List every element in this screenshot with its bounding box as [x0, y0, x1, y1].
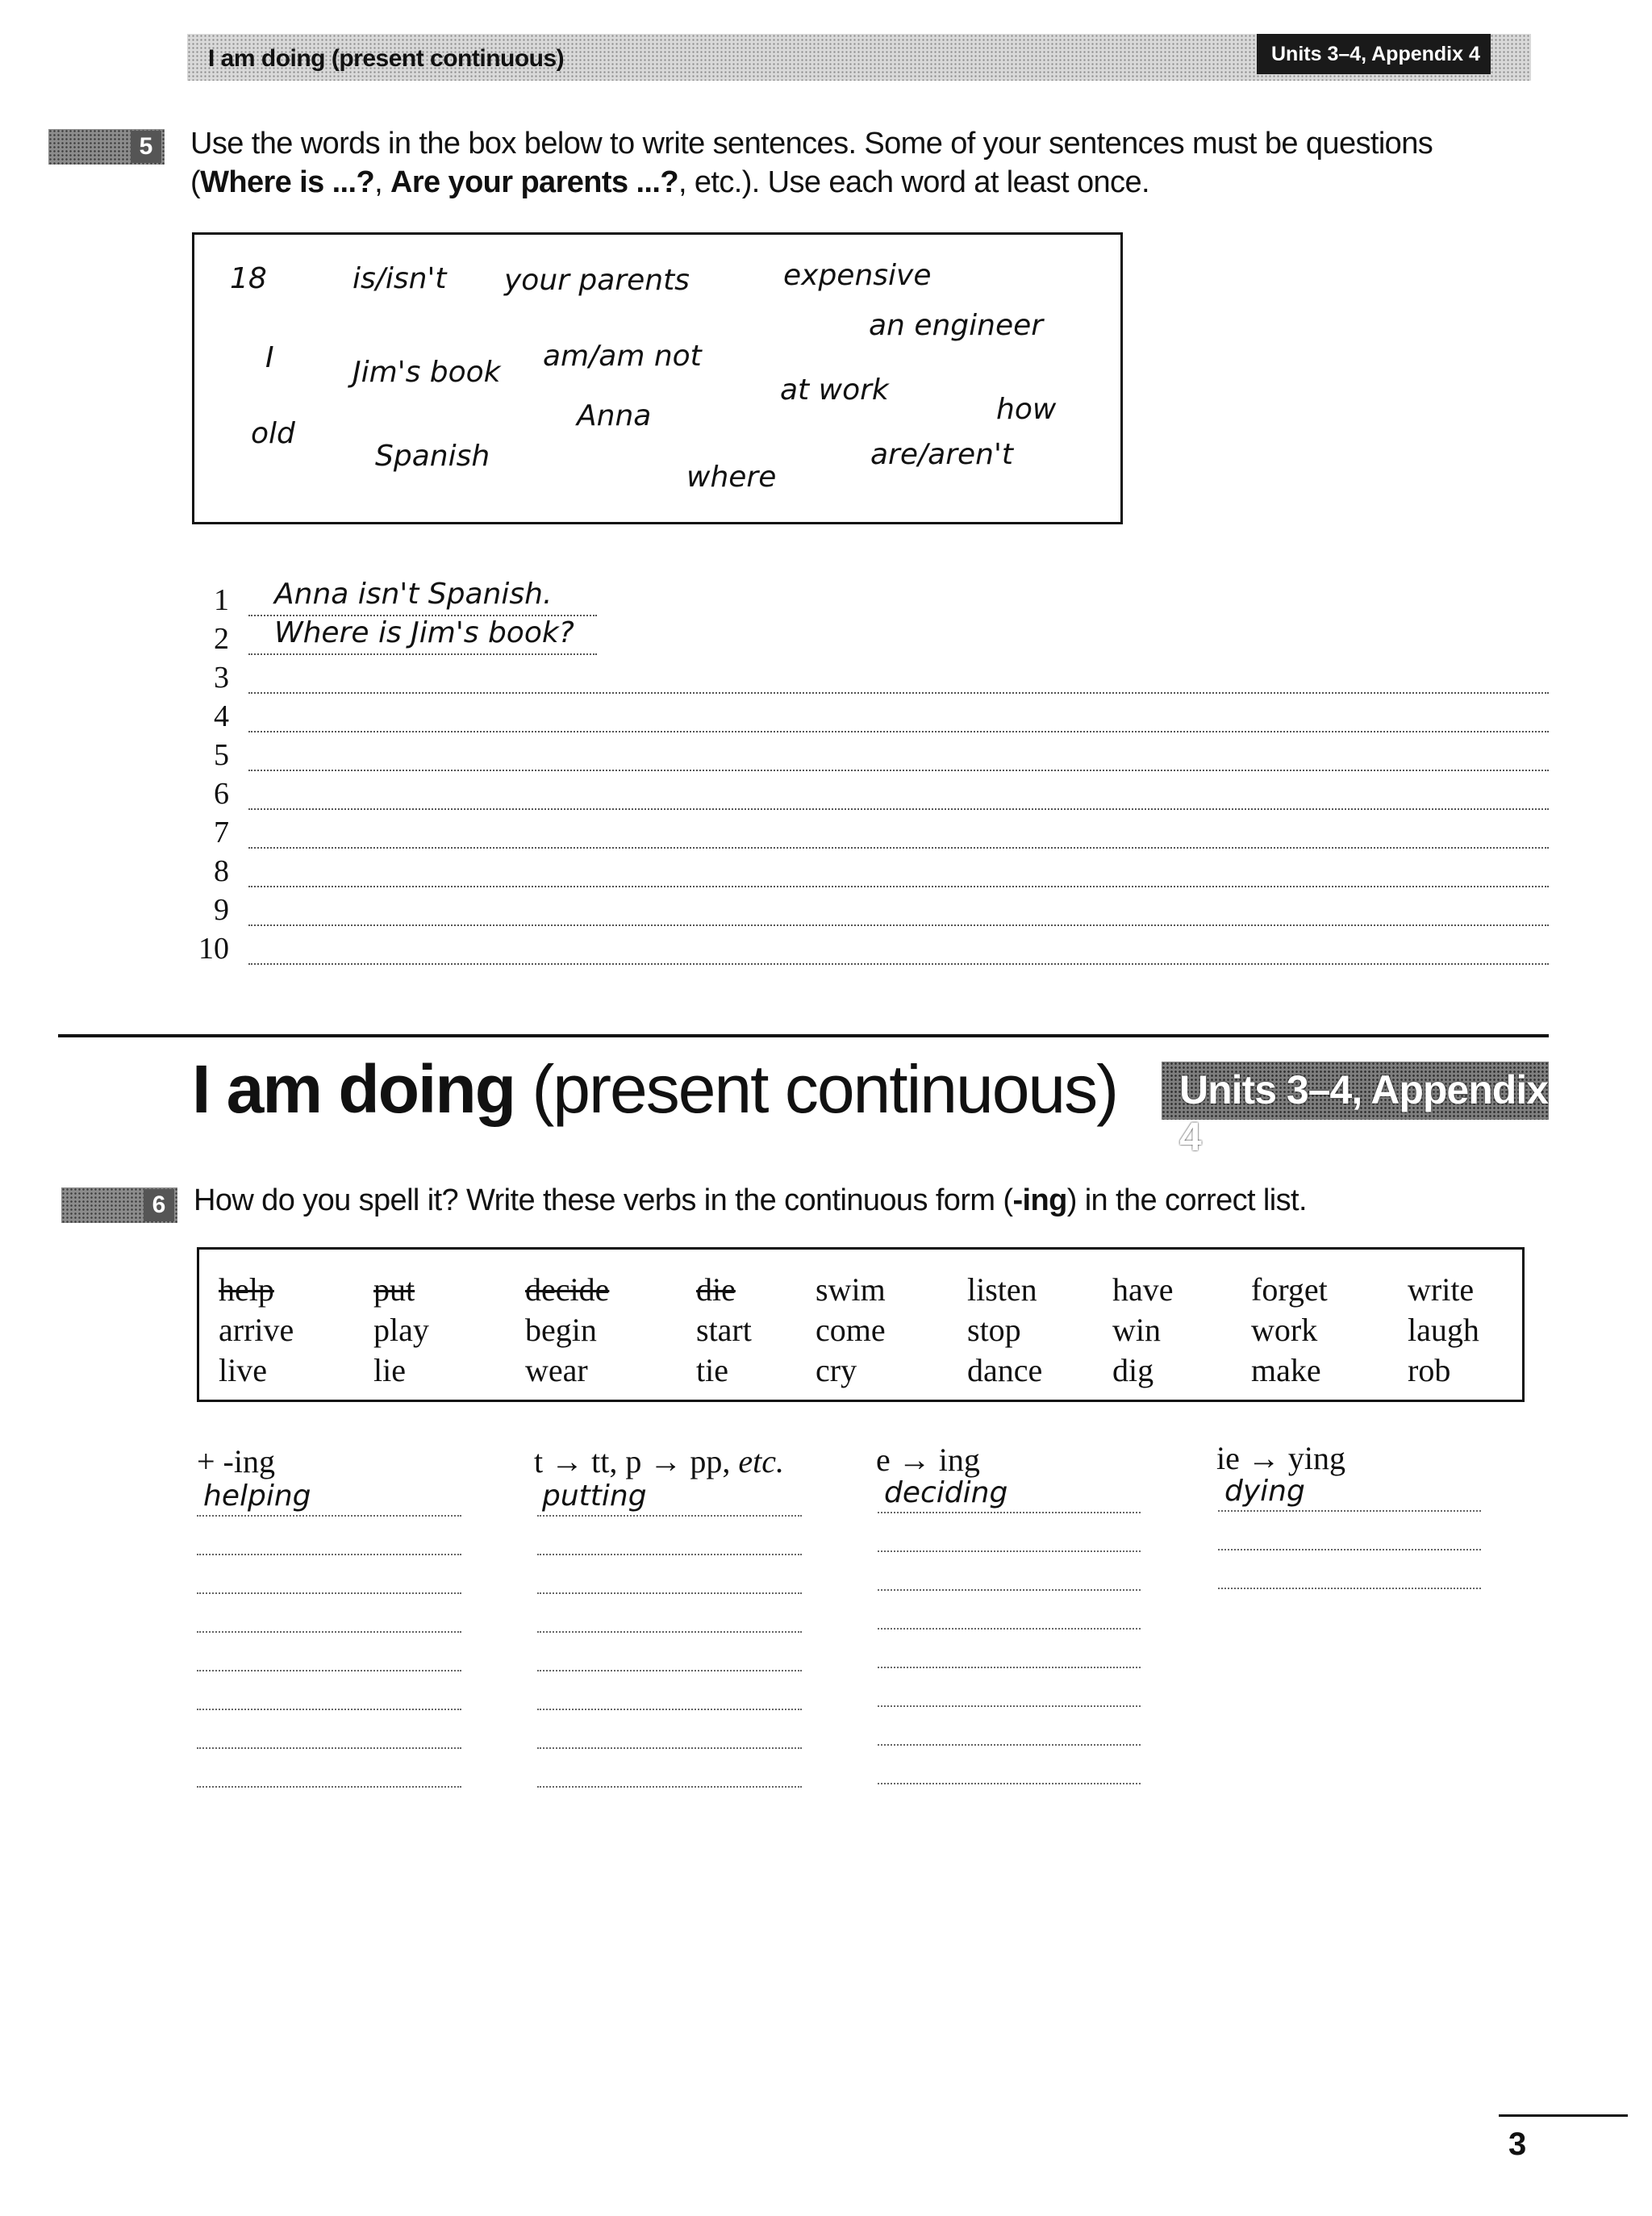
column-2-line[interactable] [537, 1554, 802, 1555]
column-2-line[interactable] [537, 1709, 802, 1710]
column-3-line[interactable] [878, 1744, 1141, 1746]
answer-line-6[interactable] [190, 771, 1562, 810]
verb-item: forget [1251, 1271, 1328, 1308]
verb-item: lie [373, 1352, 406, 1388]
section-title [192, 1049, 1117, 1129]
word-box-item: Jim's book [353, 356, 501, 389]
word-box-item: I [265, 341, 274, 374]
answer-line-10[interactable] [190, 926, 1562, 965]
verb-item: dance [967, 1352, 1043, 1388]
verb-item: decide [525, 1271, 610, 1308]
running-header-title-main: I am doing [208, 45, 325, 72]
section-title-rest: (present continuous) [515, 1051, 1118, 1127]
exercise-5-instruction-text: Use the words in the box below to write sentences. Some of your sentences must be questions [190, 127, 1433, 161]
column-1-line[interactable] [197, 1554, 461, 1555]
word-box-item: your parents [504, 264, 690, 297]
verb-item: write [1408, 1271, 1475, 1308]
section-title-bold: I am doing [192, 1051, 515, 1127]
exercise-5-number: 5 [131, 131, 161, 163]
column-4-heading: ie → ying [1216, 1440, 1345, 1476]
running-header-title [208, 45, 564, 73]
column-1-line[interactable] [197, 1786, 461, 1788]
exercise-5-instruction-bold-1: Where is ...? [200, 165, 375, 199]
answer-number: 6 [214, 777, 229, 811]
column-2-line[interactable] [537, 1747, 802, 1749]
column-1-line[interactable] [197, 1592, 461, 1594]
answer-line-3[interactable] [190, 655, 1562, 694]
word-box-item: an engineer [869, 309, 1044, 342]
verb-item: laugh [1408, 1312, 1479, 1348]
column-3-line[interactable] [878, 1628, 1141, 1630]
column-1-line[interactable] [197, 1515, 461, 1517]
column-3-example: deciding [884, 1476, 1008, 1509]
answer-number: 10 [198, 932, 229, 966]
word-box-item: how [996, 393, 1057, 426]
answer-example-text: Anna isn't Spanish. [274, 578, 553, 611]
verb-item: rob [1408, 1352, 1451, 1388]
verb-item: play [373, 1312, 429, 1348]
column-2-heading-text: t → tt, p → pp, [534, 1443, 739, 1479]
column-3-line[interactable] [878, 1550, 1141, 1552]
answer-line-7[interactable] [190, 810, 1562, 849]
column-3-line[interactable] [878, 1705, 1141, 1707]
verb-item: have [1112, 1271, 1174, 1308]
column-3-line[interactable] [878, 1667, 1141, 1668]
word-box-item: at work [780, 374, 889, 407]
exercise-6-badge [61, 1187, 177, 1223]
exercise-5-instruction-text-2: , etc.). Use each word at least once. [678, 165, 1149, 199]
verb-item: cry [816, 1352, 857, 1388]
answer-number: 2 [214, 622, 229, 656]
column-1-line[interactable] [197, 1670, 461, 1671]
word-box-item: are/aren't [870, 438, 1013, 471]
column-1-example: helping [203, 1479, 311, 1513]
column-4-line[interactable] [1218, 1549, 1481, 1550]
word-box-item: expensive [783, 259, 932, 292]
verb-item: win [1112, 1312, 1161, 1348]
word-box-item: where [686, 461, 777, 494]
column-2-heading-italic: etc. [738, 1443, 784, 1479]
exercise-5-instruction-open: ( [190, 165, 201, 199]
word-box-item: old [251, 417, 295, 450]
verb-item: dig [1112, 1352, 1154, 1388]
column-4-example: dying [1224, 1475, 1305, 1508]
verb-item: start [696, 1312, 752, 1348]
column-1-line[interactable] [197, 1709, 461, 1710]
answer-number: 3 [214, 661, 229, 695]
word-box-item: Anna [577, 399, 652, 432]
answer-line-2[interactable] [190, 616, 610, 655]
verb-item: arrive [219, 1312, 294, 1348]
running-header-title-paren: (present continuous) [331, 45, 565, 72]
verb-item: begin [525, 1312, 597, 1348]
column-3-heading: e → ing [876, 1442, 980, 1478]
answer-line-4[interactable] [190, 694, 1562, 732]
verb-item: swim [816, 1271, 886, 1308]
column-3-line[interactable] [878, 1783, 1141, 1784]
answer-line-1[interactable] [190, 578, 610, 616]
page-number: 3 [1508, 2126, 1527, 2162]
word-box-item: Spanish [375, 440, 490, 473]
exercise-6-instruction [194, 1181, 1565, 1220]
column-2-line[interactable] [537, 1515, 802, 1517]
answer-number: 9 [214, 893, 229, 927]
page-number-rule [1499, 2114, 1628, 2117]
answer-dotted-line [248, 963, 1549, 965]
verb-item: stop [967, 1312, 1021, 1348]
word-box-item: 18 [230, 262, 267, 295]
exercise-5-word-box [192, 232, 1123, 524]
word-box-item: is/isn't [353, 262, 447, 295]
column-1-line[interactable] [197, 1631, 461, 1633]
running-header-units-badge: Units 3–4, Appendix 4 [1257, 34, 1491, 74]
verb-item: listen [967, 1271, 1037, 1308]
verb-item: die [696, 1271, 736, 1308]
section-units-badge-label: Units 3–4, Appendix 4 [1179, 1067, 1549, 1159]
word-box-item: am/am not [543, 340, 702, 373]
answer-line-5[interactable] [190, 732, 1562, 771]
column-3-line[interactable] [878, 1589, 1141, 1591]
column-1-heading: + -ing [197, 1443, 275, 1479]
verb-item: live [219, 1352, 267, 1388]
answer-line-9[interactable] [190, 887, 1562, 926]
exercise-5-instruction-sep: , [374, 165, 391, 199]
exercise-6-instruction-text-2: ) in the correct list. [1066, 1183, 1307, 1217]
exercise-6-verb-box [197, 1247, 1525, 1402]
exercise-6-instruction-text: How do you spell it? Write these verbs in the continuous form ( [194, 1183, 1013, 1217]
column-1-line[interactable] [197, 1747, 461, 1749]
column-2-line[interactable] [537, 1786, 802, 1788]
verb-item: wear [525, 1352, 588, 1388]
verb-item: work [1251, 1312, 1318, 1348]
answer-example-text: Where is Jim's book? [274, 616, 574, 649]
answer-number: 8 [214, 854, 229, 888]
exercise-5-instruction-bold-2: Are your parents ...? [390, 165, 678, 199]
column-2-example: putting [542, 1479, 647, 1513]
verb-item: help [219, 1271, 274, 1308]
answer-number: 4 [214, 699, 229, 733]
column-2-line[interactable] [537, 1631, 802, 1633]
exercise-5-instruction [190, 124, 1578, 202]
column-2-line[interactable] [537, 1670, 802, 1671]
verb-item: put [373, 1271, 415, 1308]
verb-item: tie [696, 1352, 728, 1388]
answer-number: 5 [214, 738, 229, 772]
column-2-line[interactable] [537, 1592, 802, 1594]
section-divider [58, 1034, 1549, 1037]
answer-number: 1 [214, 583, 229, 617]
section-units-badge [1162, 1062, 1549, 1159]
answer-number: 7 [214, 816, 229, 849]
column-4-line[interactable] [1218, 1510, 1481, 1512]
verb-item: come [816, 1312, 886, 1348]
verb-item: make [1251, 1352, 1321, 1388]
exercise-6-number: 6 [144, 1189, 174, 1221]
exercise-5-badge [48, 129, 165, 165]
exercise-6-instruction-bold: -ing [1012, 1183, 1067, 1217]
column-3-line[interactable] [878, 1512, 1141, 1513]
column-2-heading [534, 1442, 784, 1480]
column-4-line[interactable] [1218, 1588, 1481, 1589]
answer-line-8[interactable] [190, 849, 1562, 887]
